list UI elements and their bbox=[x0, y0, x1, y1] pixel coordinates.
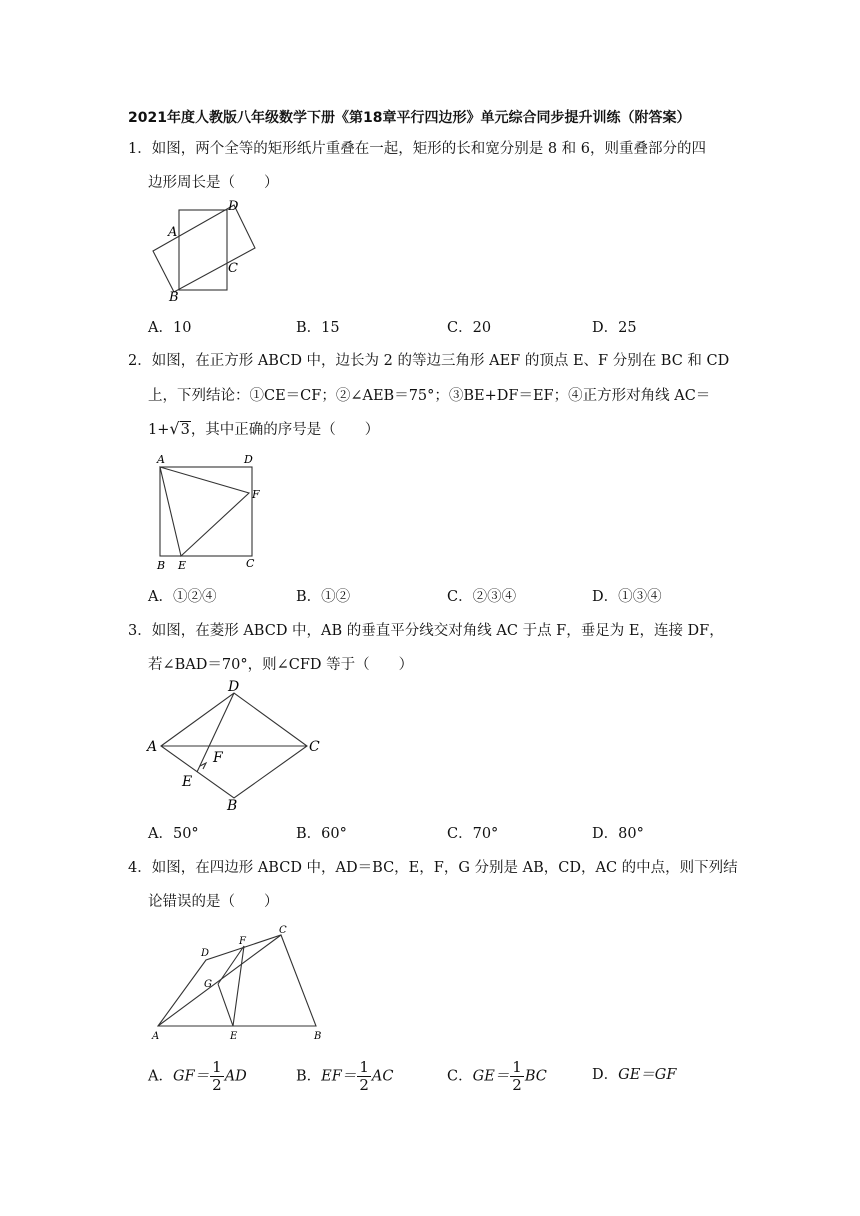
q2-label-c: C bbox=[246, 557, 255, 570]
q2-option-d[interactable]: D．①③④ bbox=[592, 589, 662, 605]
q3-label-c: C bbox=[309, 739, 320, 755]
q4-label-e: E bbox=[230, 1031, 238, 1042]
q4-option-d-text: GE＝GF bbox=[618, 1067, 677, 1083]
q3-label-b: B bbox=[227, 798, 238, 814]
q1-text-line1: 1．如图，两个全等的矩形纸片重叠在一起，矩形的长和宽分别是 8 和 6，则重叠部分的四 bbox=[128, 141, 706, 157]
page-title: 2021年度人教版八年级数学下册《第18章平行四边形》单元综合同步提升训练（附答案） bbox=[128, 110, 691, 126]
q4-option-c-rhs: BC bbox=[524, 1068, 547, 1085]
q4-option-c-prefix: C． bbox=[447, 1068, 473, 1085]
q4-option-a-fraction: $\frac{1}{2}$ bbox=[212, 1058, 222, 1094]
q2-option-b[interactable]: B．①② bbox=[296, 589, 351, 605]
q4-text-line2: 论错误的是（ ） bbox=[148, 894, 279, 910]
q2-line3-prefix: 1+ bbox=[148, 422, 170, 438]
q3-option-b[interactable]: B．60° bbox=[296, 826, 347, 842]
q3-label-d: D bbox=[228, 679, 240, 695]
q3-option-a[interactable]: A．50° bbox=[148, 826, 199, 842]
q3-option-d[interactable]: D．80° bbox=[592, 826, 644, 842]
q4-option-a[interactable] bbox=[148, 1060, 247, 1093]
q1-tilted-rectangle bbox=[153, 205, 255, 292]
q4-label-c: C bbox=[279, 925, 287, 936]
q3-label-a: A bbox=[147, 739, 158, 755]
q4-quadrilateral bbox=[158, 935, 316, 1026]
q2-text-line3 bbox=[148, 418, 379, 439]
q4-option-c-fraction: $\frac{1}{2}$ bbox=[512, 1058, 522, 1094]
q2-triangle-aef bbox=[160, 467, 249, 556]
q4-option-b-lhs: EF＝ bbox=[321, 1068, 357, 1085]
q2-option-a[interactable]: A．①②④ bbox=[148, 589, 217, 605]
q4-label-f: F bbox=[239, 936, 246, 947]
q1-option-a[interactable]: A．10 bbox=[148, 320, 192, 336]
q4-figure bbox=[148, 920, 333, 1045]
q1-text-line2: 边形周长是（ ） bbox=[148, 175, 279, 191]
q2-label-f: F bbox=[252, 488, 260, 501]
q4-option-c-lhs: GE＝ bbox=[472, 1068, 510, 1085]
q4-option-a-lhs: GF＝ bbox=[172, 1068, 210, 1085]
q1-label-c: C bbox=[228, 261, 238, 276]
q1-label-b: B bbox=[169, 290, 179, 305]
q4-option-c[interactable] bbox=[447, 1060, 547, 1093]
q2-figure bbox=[148, 450, 268, 575]
q4-label-b: B bbox=[314, 1031, 322, 1042]
q2-option-c[interactable]: C．②③④ bbox=[447, 589, 517, 605]
q2-label-a: A bbox=[157, 453, 165, 466]
q1-label-a: A bbox=[168, 225, 178, 240]
q4-label-d: D bbox=[201, 948, 210, 959]
q4-option-b-rhs: AC bbox=[371, 1068, 394, 1085]
q1-option-b[interactable]: B．15 bbox=[296, 320, 340, 336]
q3-option-c[interactable]: C．70° bbox=[447, 826, 499, 842]
q4-option-d-prefix: D． bbox=[592, 1067, 619, 1083]
q4-option-d[interactable] bbox=[592, 1063, 676, 1084]
q4-label-a: A bbox=[152, 1031, 160, 1042]
q1-figure bbox=[148, 196, 263, 306]
q3-figure bbox=[145, 676, 330, 816]
q2-text-line2: 上，下列结论：①CE＝CF；②∠AEB＝75°；③BE+DF＝EF；④正方形对角线 AC＝ bbox=[148, 388, 711, 404]
q2-radicand: 3 bbox=[180, 422, 190, 438]
q4-triangle-gfe bbox=[218, 946, 244, 1026]
q4-diagonal-ac bbox=[158, 935, 281, 1026]
q4-option-a-prefix: A． bbox=[148, 1068, 173, 1085]
sqrt-sign: √ bbox=[169, 419, 180, 438]
q2-label-b: B bbox=[157, 559, 166, 572]
q1-label-d: D bbox=[228, 199, 239, 214]
q1-option-c[interactable]: C．20 bbox=[447, 320, 492, 336]
q2-line3-suffix: ，其中正确的序号是（ ） bbox=[190, 422, 380, 438]
q4-option-a-rhs: AD bbox=[224, 1068, 247, 1085]
q2-label-d: D bbox=[244, 453, 253, 466]
q2-text-line1: 2．如图，在正方形 ABCD 中，边长为 2 的等边三角形 AEF 的顶点 E、F 分别在 BC 和 CD bbox=[128, 353, 730, 369]
q3-label-e: E bbox=[182, 774, 193, 790]
q4-text-line1: 4．如图，在四边形 ABCD 中，AD＝BC，E，F，G 分别是 AB，CD，AC 的中点，则下列结 bbox=[128, 860, 738, 876]
q2-label-e: E bbox=[178, 559, 187, 572]
q1-option-d[interactable]: D．25 bbox=[592, 320, 637, 336]
q3-text-line1: 3．如图，在菱形 ABCD 中，AB 的垂直平分线交对角线 AC 于点 F，垂足为 E，连接 DF， bbox=[128, 623, 724, 639]
q4-label-g: G bbox=[204, 979, 212, 990]
q4-option-b[interactable] bbox=[296, 1060, 393, 1093]
q3-label-f: F bbox=[213, 750, 223, 766]
q3-text-line2: 若∠BAD＝70°，则∠CFD 等于（ ） bbox=[148, 657, 414, 673]
q4-option-b-prefix: B． bbox=[296, 1068, 322, 1085]
q4-option-b-fraction: $\frac{1}{2}$ bbox=[359, 1058, 369, 1094]
